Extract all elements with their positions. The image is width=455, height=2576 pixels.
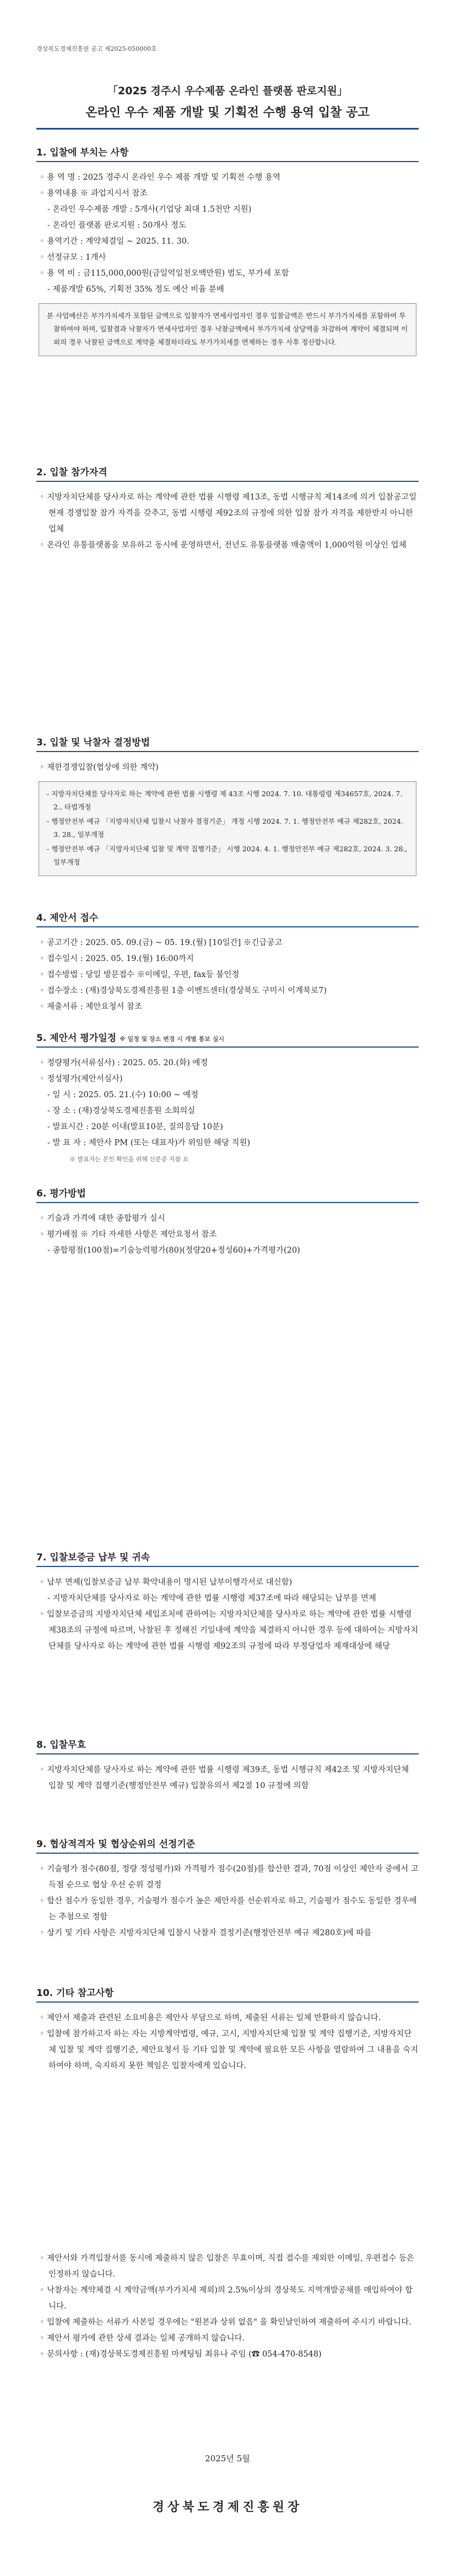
section-6 (36, 1185, 419, 1259)
announcement-date: 2025년 5월 (205, 2454, 250, 2464)
section-4-heading: 4. 제안서 접수 (36, 910, 419, 927)
negotiation-3: ◦ 상기 및 기타 사항은 지방자치단체 입찰시 낙찰자 결정기준(행정안전부 예규 제280호)에 따름 (40, 1929, 372, 1938)
service-content-b: - 온라인 플랫폼 판로지원 : 50개사 정도 (47, 221, 186, 230)
legal-basis-2: - 행정안전부 예규 「지방자치단체 입찰시 낙찰자 결정기준」 개정 시행 2024. 7. 1. 행정안전부 예규 제282호, 2024. 3. 28., 일부개정 (47, 817, 403, 839)
service-name: ◦ 용 역 명 : 2025 경주시 온라인 우수 제품 개발 및 기획전 수행 용역 (40, 173, 281, 182)
service-period: ◦ 용역기간 : 계약체결일 ~ 2025. 11. 30. (40, 237, 189, 246)
section-10 (36, 1985, 419, 2074)
section-8 (36, 1737, 419, 1794)
negotiation-1: ◦ 기술평가 점수(80점, 정량 정성평가)와 가격평가 점수(20점)를 합산한 결과, 70점 이상인 제안자 중에서 고득점 순으로 협상 우선 순위 결정 (40, 1865, 419, 1890)
deposit-exempt-basis: - 지방자치단체를 당사자로 하는 계약에 관한 법률 시행령 제37조에 따라 해당되는 납부를 면제 (47, 1594, 376, 1603)
eval-place: - 장 소 : (재)경상북도경제진흥원 소회의실 (47, 1107, 196, 1115)
presentation-time: - 발표시간 : 20분 이내(발표10분, 질의응답 10분) (47, 1123, 223, 1131)
deposit-forfeit: ◦ 입찰보증금의 지방자치단체 세입조치에 관하여는 지방자치단체를 당사자로 하는 계약에 관한 법률 시행령 제38조의 규정에 따르며, 낙찰된 후 정해진 기일내에 계약을 체결하지 아니한 경우 등에 대하여는 지방자치단체를 당사자로 하는 계약에 관한 법률 시행령 제92조의 규정에 따라 부정당업자 제재대상에 해당 (40, 1610, 419, 1651)
submission-deadline: ◦ 접수일시 : 2025. 05. 19.(월) 16:00까지 (40, 954, 194, 963)
section-5 (36, 1030, 419, 1167)
section-10-continued (36, 2251, 419, 2363)
budget-note: - 제품개발 65%, 기획전 35% 정도 예산 비율 분배 (47, 285, 224, 294)
submission-method: ◦ 접수방법 : 당일 방문접수 ※이메일, 우편, fax등 불인정 (40, 970, 240, 979)
qualification-2: ◦ 온라인 유통플랫폼을 보유하고 동시에 운영하면서, 전년도 유통플랫폼 매출액이 1,000억원 이상인 업체 (40, 541, 407, 550)
bid-method: ◦ 제한경쟁입찰(협상에 의한 계약) (40, 763, 159, 772)
quantitative-eval: ◦ 정량평가(서류심사) : 2025. 05. 20.(화) 예정 (40, 1059, 208, 1067)
section-4 (36, 910, 419, 1015)
title-line-2: 온라인 우수 제품 개발 및 기획전 수행 용역 입찰 공고 (85, 106, 370, 120)
issuer-name: 경상북도경제진흥원장 (152, 2500, 303, 2514)
section-8-heading: 8. 입찰무효 (36, 1737, 419, 1754)
section-7 (36, 1549, 419, 1655)
section-5-title: 5. 제안서 평가일정 (36, 1033, 117, 1044)
section-1 (36, 144, 419, 362)
title-line-1: 「2025 경주시 우수제품 온라인 플랫폼 판로지원」 (107, 85, 348, 97)
section-3 (36, 734, 419, 882)
presenter: - 발 표 자 : 제안사 PM (또는 대표자)가 위임한 해당 직원) (47, 1139, 251, 1147)
eval-method-1: ◦ 기술과 가격에 대한 종합평가 실시 (40, 1214, 165, 1223)
section-2-heading: 2. 입찰 참가자격 (36, 464, 419, 482)
note-6: ◦ 제안서 평가에 관한 상세 결과는 일체 공개하지 않습니다. (40, 2334, 245, 2343)
notice-period: ◦ 공고기간 : 2025. 05. 09.(금) ~ 05. 19.(월) [10일간] ※긴급공고 (40, 938, 283, 947)
note-3: ◦ 제안서와 가격입찰서를 동시에 제출하지 않은 입찰은 무효이며, 직접 접수를 제외한 이메일, 우편접수 등은 인정하지 않습니다. (40, 2254, 414, 2279)
qualitative-eval: ◦ 정성평가(제안서심사) (40, 1075, 123, 1083)
submission-docs: ◦ 제출서류 : 제안요청서 참조 (40, 1002, 142, 1011)
presenter-note: ※ 발표자는 본인 확인을 위해 신분증 지참 요 (69, 1156, 189, 1163)
deposit-exempt: ◦ 납부 면제(입찰보증금 납부 확약내용이 명시된 납부이행각서로 대신함) (40, 1578, 292, 1587)
service-content: ◦ 용역내용 ※ 과업지시서 참조 (40, 189, 148, 198)
submission-place: ◦ 접수장소 : (재)경상북도경제진흥원 1층 이벤트센터(경상북도 구미시 이계북로7) (40, 986, 327, 995)
eval-method-2: ◦ 평가배점 ※ 기타 자세한 사항은 제안요청서 참조 (40, 1230, 217, 1239)
vat-notice-text: 본 사업예산은 부가가치세가 포함된 금액으로 입찰자가 면세사업자인 경우 입찰금액은 반드시 부가가치세를 포함하여 투찰하여야 하며, 입찰결과 낙찰자가 면세사업자인 경우 낙찰금액에서 부가가치세 상당액을 차감하여 계약이 체결되며 이외의 경우 낙찰된 금액으로 계약을 체결하더라도 부가가치세를 면제하는 경우 사후 정산합니다. (47, 312, 408, 346)
service-content-a: - 온라인 우수제품 개발 : 5개사(기업당 최대 1.5천만 지원) (47, 205, 252, 214)
note-4: ◦ 낙찰자는 계약체결 시 계약금액(부가가치세 제외)의 2.5%이상의 경상북도 지역개발공채를 매입하여야 합니다. (40, 2286, 413, 2311)
eval-date: - 일 시 : 2025. 05. 21.(수) 10:00 ~ 예정 (47, 1091, 199, 1099)
section-3-heading: 3. 입찰 및 낙찰자 결정방법 (36, 734, 419, 752)
note-1: ◦ 제안서 제출과 관련된 소요비용은 제안사 부담으로 하며, 제출된 서류는 일체 반환하지 않습니다. (40, 2014, 381, 2022)
title-rule (36, 128, 419, 130)
note-7: ◦ 문의사항 : (재)경상북도경제진흥원 마케팅팀 최유나 주임 (☎ 054-470-8548) (40, 2350, 322, 2359)
legal-basis-box (39, 781, 416, 876)
selection-size: ◦ 선정규모 : 1개사 (40, 253, 106, 262)
service-budget: ◦ 용 역 비 : 금115,000,000원(금일억일천오백만원) 범도, 부가세 포함 (40, 269, 289, 278)
section-6-heading: 6. 평가방법 (36, 1185, 419, 1203)
section-1-heading: 1. 입찰에 부치는 사항 (36, 144, 419, 162)
note-2: ◦ 입찰에 참가하고자 하는 자는 지방계약법령, 예규, 고시, 지방자치단체 입찰 및 계약 집행기준, 지방자치단체 입찰 및 계약 집행기준, 제안요청서 등 기타 입찰 및 계약에 필요한 모든 사항을 열람하여 그 내용을 숙지하여야 하며, 숙지하지 못한 책임은 입찰자에게 있습니다. (40, 2030, 419, 2070)
negotiation-2: ◦ 합산 점수가 동일한 경우, 기술평가 점수가 높은 제안자를 선순위자로 하고, 기술평가 점수도 동일한 경우에는 추첨으로 정함 (40, 1897, 417, 1922)
section-7-heading: 7. 입찰보증금 납부 및 귀속 (36, 1549, 419, 1567)
section-9 (36, 1836, 419, 1941)
section-5-heading (36, 1030, 419, 1048)
bid-invalid: ◦ 지방자치단체를 당사자로 하는 계약에 관한 법률 시행령 제39조, 동법 시행규칙 제42조 및 지방자치단체 입찰 및 계약 집행기준(행정안전부 예규) 입찰유의서 제2절 10 규정에 의함 (40, 1765, 409, 1790)
vat-notice-box (39, 303, 416, 356)
section-2 (36, 464, 419, 554)
note-5: ◦ 입찰에 제출하는 서류가 사본일 경우에는 "원본과 상위 없음" 을 확인날인하여 제출하여 주시기 바랍니다. (40, 2318, 411, 2327)
title-block (36, 83, 419, 130)
qualification-1: ◦ 지방자치단체를 당사자로 하는 계약에 관한 법률 시행령 제13조, 동법 시행규칙 제14조에 의거 입찰공고일 현재 경쟁입찰 참가 자격을 갖추고, 동법 시행령 제92조의 규정에 의한 입찰 참가 자격을 제한받지 아니한 업체 (40, 493, 417, 534)
legal-basis-3: - 행정안전부 예규 「지방자치단체 입찰 및 계약 집행기준」 시행 2024. 4. 1. 행정안전부 예규 제282호, 2024. 3. 28., 일부개정 (47, 845, 408, 866)
section-10-heading: 10. 기타 참고사항 (36, 1985, 419, 2003)
legal-basis-1: - 지방자치단체를 당사자로 하는 계약에 관한 법률 시행령 제 43조 시행 2024. 7. 10. 대통령령 제34657호, 2024. 7. 2., 타법개정 (47, 790, 403, 811)
eval-formula: - 종합평점(100점)=기술능력평가(80)(정량20+정성60)+가격평가(20) (47, 1246, 300, 1255)
section-5-note: ※ 일정 및 장소 변경 시 개별 통보 실시 (120, 1035, 225, 1043)
notice-number: 경상북도경제진흥원 공고 제2025-050000호 (36, 45, 157, 52)
section-9-heading: 9. 협상적격자 및 협상순위의 선정기준 (36, 1836, 419, 1854)
